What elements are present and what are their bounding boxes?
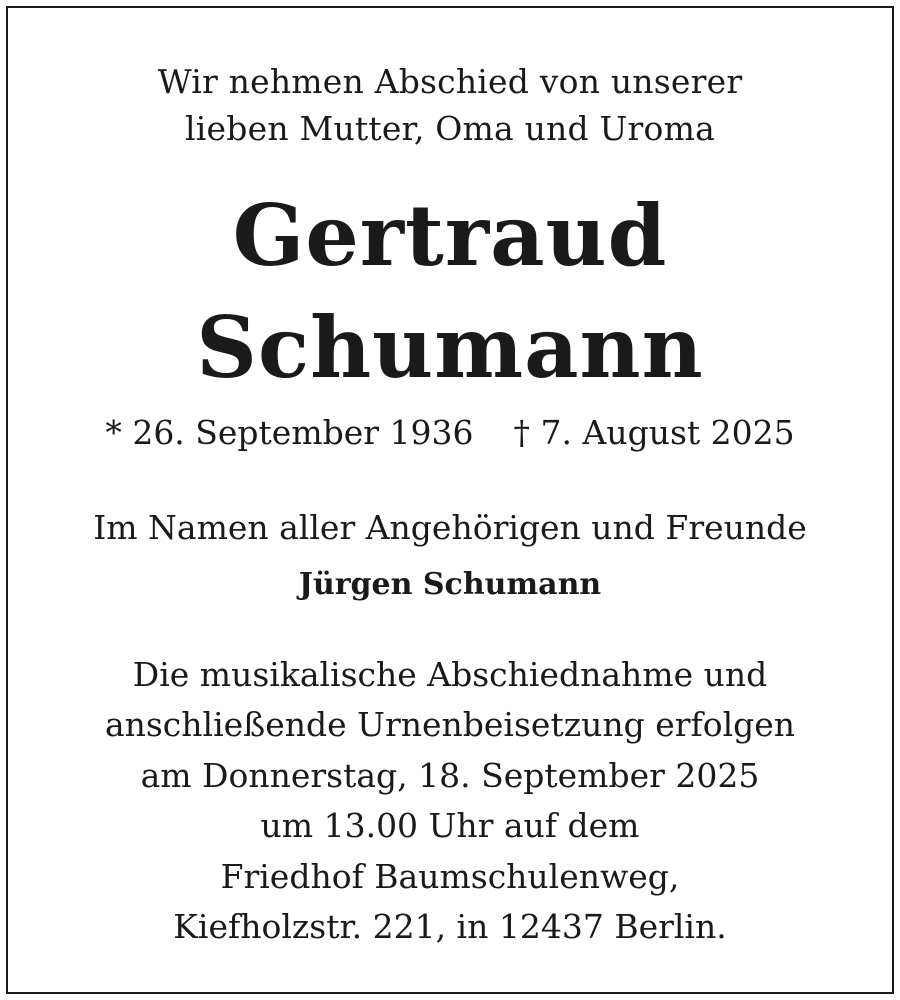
life-dates	[8, 413, 892, 452]
service-line-3: am Donnerstag, 18. September 2025	[140, 756, 760, 795]
birth-date: * 26. September 1936	[105, 413, 474, 452]
death-date: † 7. August 2025	[513, 413, 795, 452]
signer-name: Jürgen Schumann	[298, 567, 602, 602]
deceased-last-name: Schumann	[196, 298, 704, 397]
service-line-2: anschließende Urnenbeisetzung erfolgen	[104, 705, 796, 744]
obituary-content	[8, 8, 892, 992]
intro-line-1: Wir nehmen Abschied von unserer	[157, 62, 743, 101]
service-line-6: Kiefholzstr. 221, in 12437 Berlin.	[173, 907, 727, 946]
service-line-5: Friedhof Baumschulenweg,	[220, 857, 680, 896]
intro-line-2: lieben Mutter, Oma und Uroma	[185, 109, 715, 148]
obituary-border	[6, 6, 894, 994]
service-line-1: Die musikalische Abschiednahme und	[132, 655, 768, 694]
family-line: Im Namen aller Angehörigen und Freunde	[93, 508, 807, 547]
service-line-4: um 13.00 Uhr auf dem	[260, 806, 640, 845]
deceased-first-name: Gertraud	[232, 186, 668, 285]
